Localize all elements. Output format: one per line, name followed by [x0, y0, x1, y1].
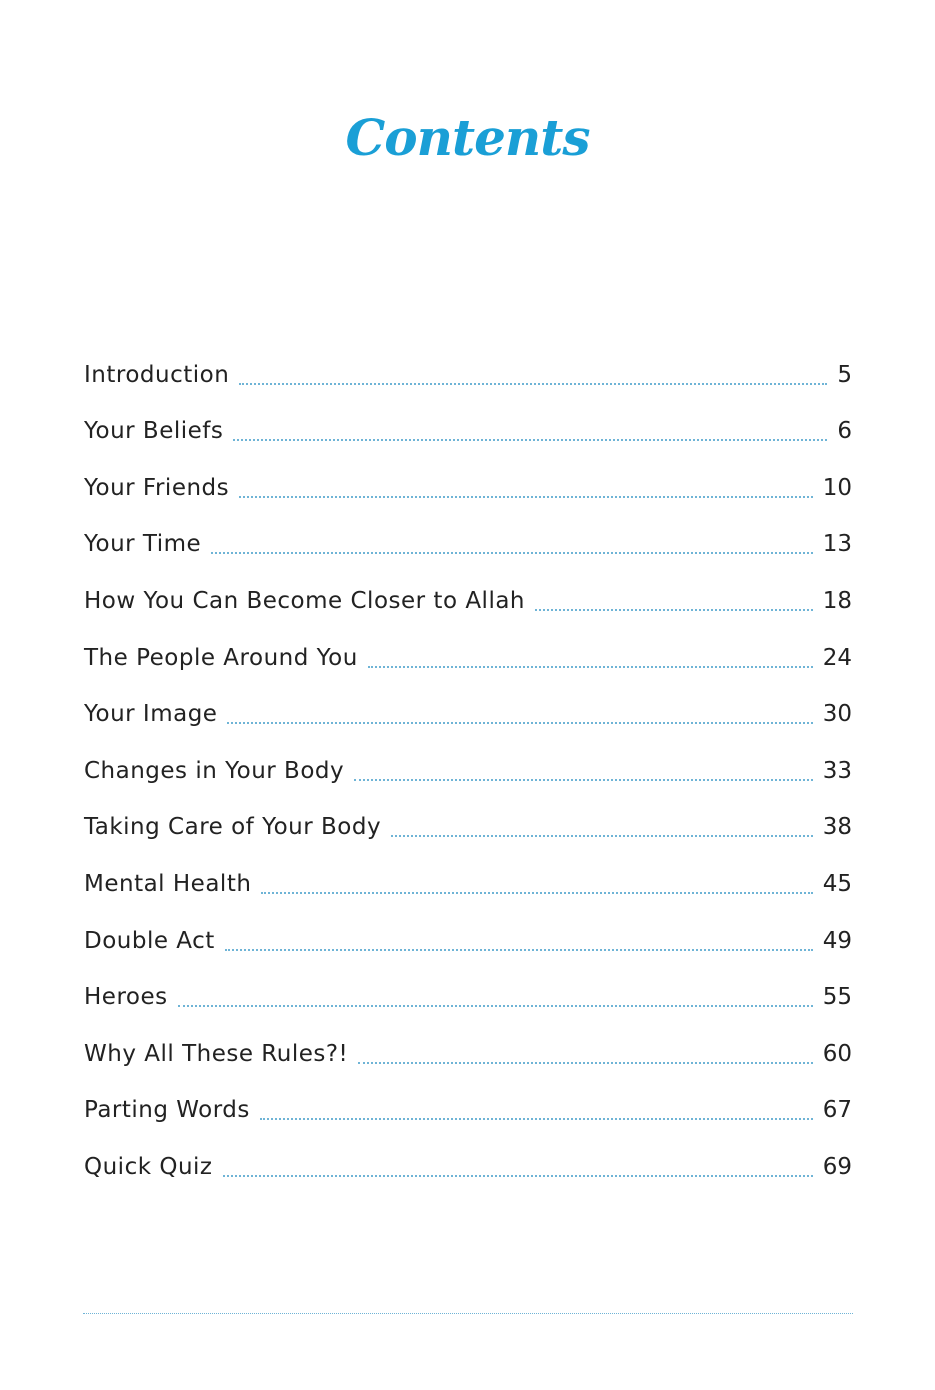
toc-entry-page: 38: [822, 814, 852, 841]
footer-divider: [83, 1313, 853, 1314]
toc-entry-title: Heroes: [84, 984, 168, 1011]
toc-entry-page: 49: [822, 927, 852, 954]
toc-entry[interactable]: [84, 734, 852, 791]
toc-entry-title: Introduction: [84, 361, 230, 388]
toc-entry[interactable]: [84, 678, 852, 735]
toc-entry-page: 45: [822, 870, 852, 897]
toc-entry[interactable]: [84, 1074, 852, 1131]
toc-entry[interactable]: [84, 395, 852, 452]
table-of-contents: [84, 338, 852, 1187]
toc-entry-page: 5: [837, 361, 852, 388]
dot-leader: [211, 552, 813, 554]
toc-entry-page: 60: [822, 1040, 852, 1067]
dot-leader: [535, 609, 813, 611]
toc-entry-page: 30: [822, 701, 852, 728]
dot-leader: [178, 1005, 813, 1007]
toc-entry[interactable]: [84, 508, 852, 565]
dot-leader: [233, 439, 827, 441]
toc-entry-page: 13: [822, 531, 852, 558]
toc-entry[interactable]: [84, 961, 852, 1018]
toc-entry-page: 55: [822, 984, 852, 1011]
toc-entry[interactable]: [84, 1130, 852, 1187]
toc-entry-title: Taking Care of Your Body: [84, 814, 382, 841]
toc-entry-title: Parting Words: [84, 1097, 250, 1124]
toc-entry-title: Why All These Rules?!: [84, 1040, 349, 1067]
toc-entry-page: 6: [837, 418, 852, 445]
toc-entry[interactable]: [84, 1017, 852, 1074]
dot-leader: [391, 835, 813, 837]
toc-entry-title: Changes in Your Body: [84, 757, 345, 784]
toc-entry-title: Double Act: [84, 927, 215, 954]
dot-leader: [227, 722, 812, 724]
toc-entry-page: 18: [822, 587, 852, 614]
toc-entry[interactable]: [84, 791, 852, 848]
dot-leader: [261, 892, 812, 894]
toc-entry-title: How You Can Become Closer to Allah: [84, 587, 526, 614]
toc-entry[interactable]: [84, 451, 852, 508]
toc-entry-title: Mental Health: [84, 870, 252, 897]
toc-entry[interactable]: [84, 564, 852, 621]
toc-entry-title: Your Time: [84, 531, 202, 558]
toc-entry-page: 24: [822, 644, 852, 671]
toc-entry[interactable]: [84, 904, 852, 961]
dot-leader: [239, 496, 813, 498]
toc-entry-title: Your Image: [84, 701, 218, 728]
dot-leader: [223, 1175, 813, 1177]
page-title: Contents: [345, 108, 590, 167]
dot-leader: [368, 666, 813, 668]
dot-leader: [358, 1062, 812, 1064]
dot-leader: [225, 949, 813, 951]
dot-leader: [239, 383, 827, 385]
toc-entry-page: 10: [822, 474, 852, 501]
toc-entry-title: Your Beliefs: [84, 418, 224, 445]
toc-entry-title: The People Around You: [84, 644, 358, 671]
toc-entry-page: 69: [822, 1153, 852, 1180]
dot-leader: [354, 779, 813, 781]
dot-leader: [260, 1118, 813, 1120]
toc-entry[interactable]: [84, 621, 852, 678]
toc-entry-page: 33: [822, 757, 852, 784]
toc-entry[interactable]: [84, 338, 852, 395]
toc-entry[interactable]: [84, 847, 852, 904]
toc-entry-page: 67: [822, 1097, 852, 1124]
toc-entry-title: Quick Quiz: [84, 1153, 213, 1180]
toc-entry-title: Your Friends: [84, 474, 230, 501]
